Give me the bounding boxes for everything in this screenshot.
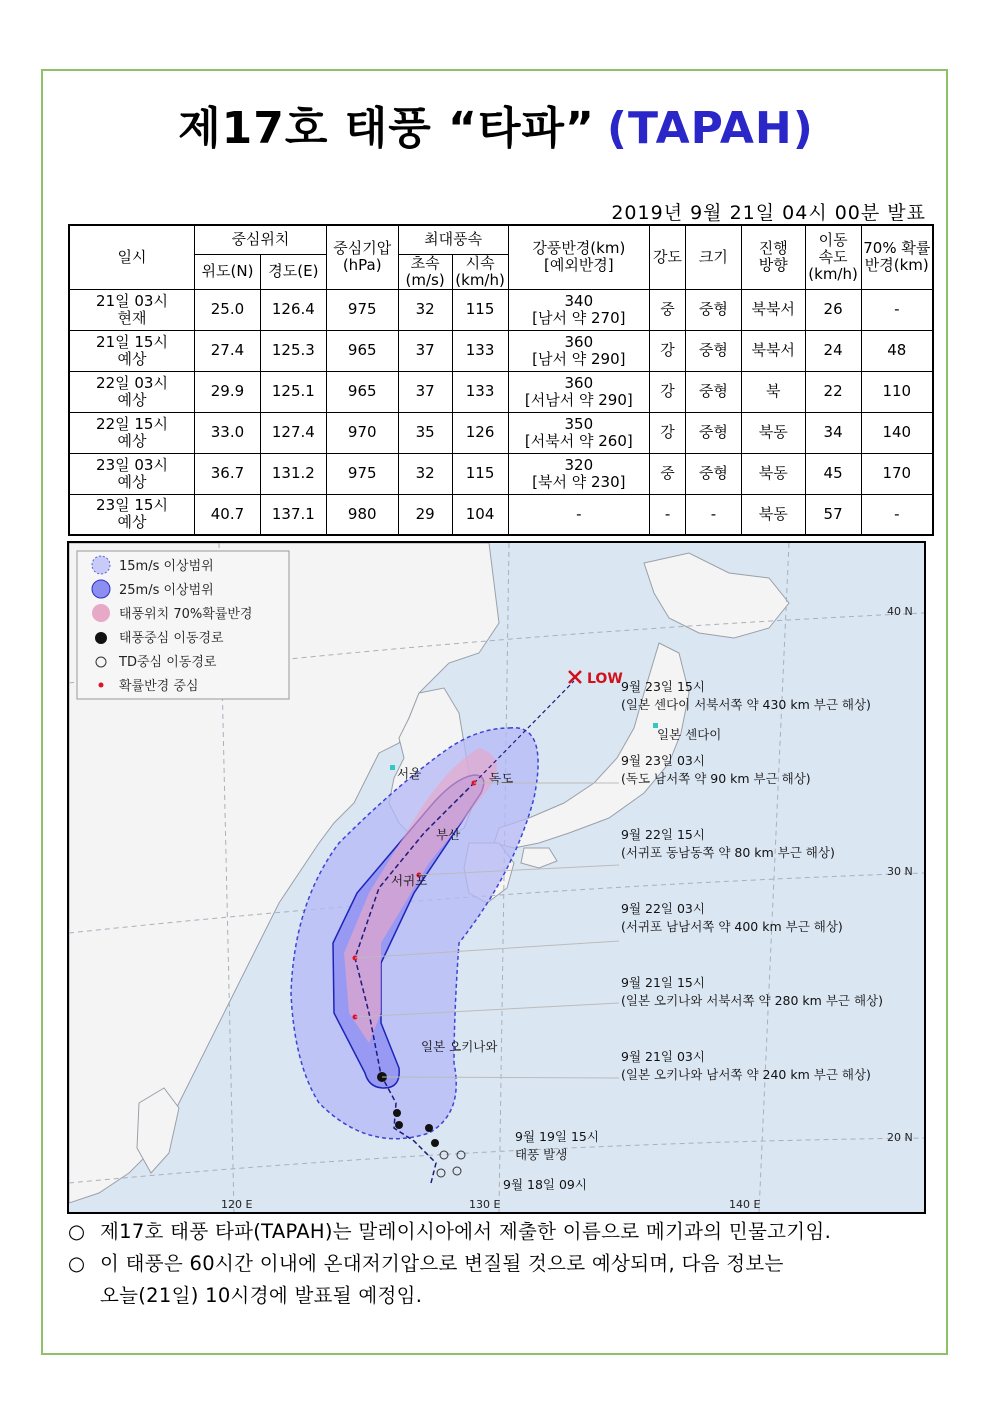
low-label: LOW — [587, 671, 623, 687]
header-kmh: 시속 (km/h) — [452, 254, 508, 289]
header-datetime: 일시 — [69, 225, 195, 289]
cell-size: 중형 — [686, 289, 742, 330]
cell-lat: 36.7 — [195, 453, 261, 494]
cell-direction: 북동 — [741, 494, 805, 535]
cell-lon: 125.1 — [260, 371, 326, 412]
cell-size: 중형 — [686, 453, 742, 494]
legend-item: TD중심 이동경로 — [119, 655, 217, 670]
place-marker-icon — [390, 765, 395, 770]
cell-lat: 29.9 — [195, 371, 261, 412]
cell-prob: - — [861, 494, 933, 535]
cell-prob: 170 — [861, 453, 933, 494]
cell-pressure: 980 — [326, 494, 398, 535]
ann-desc: (서귀포 동남동쪽 약 80 km 부근 해상) — [621, 845, 835, 860]
cell-datetime: 22일 03시 예상 — [69, 371, 195, 412]
note-item — [68, 1248, 928, 1280]
cell-radius: 350 [서북서 약 260] — [508, 412, 650, 453]
cell-kmh: 115 — [452, 289, 508, 330]
typhoon-center-icon — [393, 1109, 401, 1117]
taiwan — [137, 1088, 179, 1173]
cell-radius: 360 [남서 약 290] — [508, 330, 650, 371]
page-title — [0, 92, 992, 156]
map-legend — [77, 551, 289, 699]
legend-15ms-icon — [92, 556, 110, 574]
map-svg — [69, 543, 924, 1212]
legend-typhoon-icon — [95, 632, 107, 644]
legend-item: 15m/s 이상범위 — [119, 559, 214, 574]
ann-desc: (일본 오키나와 서북서쪽 약 280 km 부근 해상) — [621, 993, 883, 1008]
cell-direction: 북동 — [741, 412, 805, 453]
cell-kmh: 133 — [452, 330, 508, 371]
cell-pressure: 975 — [326, 453, 398, 494]
table-row — [69, 330, 933, 371]
note-item — [68, 1280, 928, 1312]
place-busan: 부산 — [436, 827, 461, 842]
cell-intensity: 강 — [650, 412, 686, 453]
ann-date: 9월 23일 15시 — [621, 679, 705, 694]
table-row — [69, 453, 933, 494]
cell-direction: 북북서 — [741, 330, 805, 371]
ann-date: 9월 22일 15시 — [621, 827, 705, 842]
cell-lat: 25.0 — [195, 289, 261, 330]
cell-datetime: 23일 03시 예상 — [69, 453, 195, 494]
lon-label-140: 140 E — [729, 1198, 761, 1211]
cell-speed: 34 — [805, 412, 861, 453]
header-radius: 강풍반경(km) [예외반경] — [508, 225, 650, 289]
legend-prob-icon — [92, 604, 110, 622]
cell-ms: 32 — [398, 289, 452, 330]
ann-desc: (일본 센다이 서북서쪽 약 430 km 부근 해상) — [621, 697, 871, 712]
cell-size: 중형 — [686, 330, 742, 371]
cell-lat: 40.7 — [195, 494, 261, 535]
ann-desc: (독도 남서쪽 약 90 km 부근 해상) — [621, 771, 811, 786]
cell-pressure: 965 — [326, 371, 398, 412]
ann-desc: (일본 오키나와 남서쪽 약 240 km 부근 해상) — [621, 1067, 871, 1082]
cell-radius: 340 [남서 약 270] — [508, 289, 650, 330]
cell-datetime: 21일 03시 현재 — [69, 289, 195, 330]
table-row — [69, 371, 933, 412]
header-intensity: 강도 — [650, 225, 686, 289]
header-ms: 초속 (m/s) — [398, 254, 452, 289]
legend-25ms-icon — [92, 580, 110, 598]
lat-label-20: 20 N — [887, 1131, 913, 1144]
cell-speed: 57 — [805, 494, 861, 535]
table-row — [69, 494, 933, 535]
td-center-icon — [453, 1167, 461, 1175]
cell-intensity: 강 — [650, 371, 686, 412]
legend-item: 확률반경 중심 — [119, 679, 199, 694]
ann-genesis-desc: 태풍 발생 — [515, 1147, 568, 1162]
cell-speed: 26 — [805, 289, 861, 330]
cell-radius: - — [508, 494, 650, 535]
ann-date: 9월 22일 03시 — [621, 901, 705, 916]
cell-datetime: 21일 15시 예상 — [69, 330, 195, 371]
cell-lon: 131.2 — [260, 453, 326, 494]
issued-time: 2019년 9월 21일 04시 00분 발표 — [611, 202, 926, 224]
typhoon-center-icon — [431, 1139, 439, 1147]
cell-lon: 127.4 — [260, 412, 326, 453]
cell-datetime: 23일 15시 예상 — [69, 494, 195, 535]
header-direction: 진행 방향 — [741, 225, 805, 289]
cell-prob: 110 — [861, 371, 933, 412]
cell-pressure: 965 — [326, 330, 398, 371]
lon-label-130: 130 E — [469, 1198, 501, 1211]
forecast-annotations — [503, 679, 883, 1192]
cell-lon: 126.4 — [260, 289, 326, 330]
typhoon-info-table — [68, 224, 934, 536]
legend-center-icon — [99, 683, 104, 688]
cell-kmh: 104 — [452, 494, 508, 535]
japan-hokkaido — [644, 553, 789, 638]
cell-size: 중형 — [686, 371, 742, 412]
legend-item: 태풍위치 70%확률반경 — [119, 607, 253, 622]
ann-date: 9월 21일 15시 — [621, 975, 705, 990]
note-item — [68, 1216, 928, 1248]
note-text: 이 태풍은 60시간 이내에 온대저기압으로 변질될 것으로 예상되며, 다음 정보는 — [100, 1252, 784, 1275]
cell-speed: 24 — [805, 330, 861, 371]
place-seogwipo: 서귀포 — [391, 873, 428, 888]
cell-speed: 22 — [805, 371, 861, 412]
header-center: 중심위치 — [195, 225, 327, 254]
td-center-icon — [457, 1151, 465, 1159]
note-bullet: ○ — [68, 1252, 86, 1275]
cell-intensity: 중 — [650, 289, 686, 330]
td-center-icon — [437, 1169, 445, 1177]
note-bullet — [68, 1280, 100, 1312]
note-text: 오늘(21일) 10시경에 발표될 예정임. — [100, 1284, 423, 1307]
table-row — [69, 289, 933, 330]
header-size: 크기 — [686, 225, 742, 289]
cell-pressure: 970 — [326, 412, 398, 453]
header-maxwind: 최대풍속 — [398, 225, 508, 254]
cell-direction: 북 — [741, 371, 805, 412]
cell-intensity: - — [650, 494, 686, 535]
place-sendai: 일본 센다이 — [657, 727, 722, 742]
cell-ms: 35 — [398, 412, 452, 453]
cell-pressure: 975 — [326, 289, 398, 330]
cell-lat: 27.4 — [195, 330, 261, 371]
header-pressure: 중심기압 (hPa) — [326, 225, 398, 289]
legend-item: 25m/s 이상범위 — [119, 583, 214, 598]
typhoon-center-icon — [425, 1124, 433, 1132]
table-row — [69, 412, 933, 453]
notes-section — [68, 1216, 928, 1312]
cell-kmh: 115 — [452, 453, 508, 494]
title-english: (TAPAH) — [606, 103, 814, 154]
note-bullet: ○ — [68, 1220, 86, 1243]
cell-datetime: 22일 15시 예상 — [69, 412, 195, 453]
cell-prob: - — [861, 289, 933, 330]
title-main: 제17호 태풍 “타파” — [178, 103, 595, 154]
lon-label-120: 120 E — [221, 1198, 253, 1211]
cell-ms: 37 — [398, 330, 452, 371]
note-text: 제17호 태풍 타파(TAPAH)는 말레이시아에서 제출한 이름으로 메기과의 민물고기임. — [100, 1220, 832, 1243]
cell-ms: 29 — [398, 494, 452, 535]
cell-size: - — [686, 494, 742, 535]
table-header-row — [69, 225, 933, 254]
ann-start: 9월 18일 09시 — [503, 1177, 587, 1192]
low-marker — [569, 671, 623, 687]
legend-item: 태풍중심 이동경로 — [119, 631, 224, 646]
typhoon-center-icon — [395, 1121, 403, 1129]
cell-ms: 32 — [398, 453, 452, 494]
low-x-icon — [569, 671, 581, 683]
cell-direction: 북북서 — [741, 289, 805, 330]
cell-prob: 140 — [861, 412, 933, 453]
cell-lon: 125.3 — [260, 330, 326, 371]
cell-size: 중형 — [686, 412, 742, 453]
header-speed: 이동 속도 (km/h) — [805, 225, 861, 289]
typhoon-track-map — [67, 541, 926, 1214]
ann-genesis-date: 9월 19일 15시 — [515, 1129, 599, 1144]
cell-kmh: 133 — [452, 371, 508, 412]
lat-label-30: 30 N — [887, 865, 913, 878]
cell-lat: 33.0 — [195, 412, 261, 453]
japan-shikoku — [521, 848, 557, 868]
ann-date: 9월 21일 03시 — [621, 1049, 705, 1064]
ann-desc: (서귀포 남남서쪽 약 400 km 부근 해상) — [621, 919, 843, 934]
cell-ms: 37 — [398, 371, 452, 412]
cell-prob: 48 — [861, 330, 933, 371]
place-okinawa: 일본 오키나와 — [421, 1039, 498, 1054]
cell-radius: 320 [북서 약 230] — [508, 453, 650, 494]
place-dokdo: 독도 — [489, 771, 514, 786]
header-lat: 위도(N) — [195, 254, 261, 289]
header-lon: 경도(E) — [260, 254, 326, 289]
cell-speed: 45 — [805, 453, 861, 494]
lat-label-40: 40 N — [887, 605, 913, 618]
cell-intensity: 중 — [650, 453, 686, 494]
cell-kmh: 126 — [452, 412, 508, 453]
place-seoul: 서울 — [397, 766, 422, 781]
cell-radius: 360 [서남서 약 290] — [508, 371, 650, 412]
cell-lon: 137.1 — [260, 494, 326, 535]
ann-date: 9월 23일 03시 — [621, 753, 705, 768]
cell-direction: 북동 — [741, 453, 805, 494]
header-prob: 70% 확률 반경(km) — [861, 225, 933, 289]
cell-intensity: 강 — [650, 330, 686, 371]
